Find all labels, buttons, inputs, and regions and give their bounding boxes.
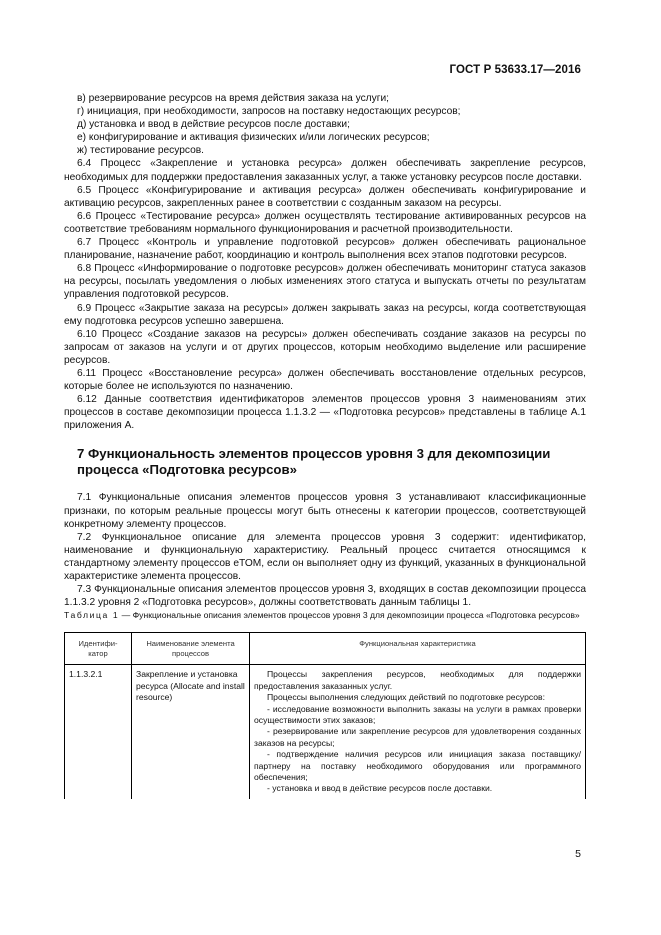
table-caption-text: — Функциональные описания элементов процессов уровня 3 для декомпозиции процесса «Подготовка ресурсов» — [119, 610, 580, 621]
list-item: ж) тестирование ресурсов. — [77, 145, 205, 157]
paragraph-6-6: 6.6 Процесс «Тестирование ресурса» должен осуществлять тестирование активированных ресурсов на соответствие требованиям нормального функционирования и расчетной производительности. — [64, 210, 586, 235]
paragraph-7-1: 7.1 Функциональные описания элементов процессов уровня 3 устанавливают классификационные признаки, по которым реальные процессы могут быть отнесены к категории процессов, соответствующей конкретному элементу процессов. — [64, 492, 586, 530]
paragraph-6-11: 6.11 Процесс «Восстановление ресурса» должен обеспечивать восстановление отдельных ресурсов, которые более не используются по назначению. — [64, 367, 586, 393]
header-functional-characteristic: Функциональная характеристика — [250, 633, 586, 665]
description-line: - установка и ввод в действие ресурсов после доставки. — [267, 783, 493, 794]
table-header-row — [65, 633, 586, 665]
table-caption — [64, 609, 586, 621]
table-row — [65, 665, 586, 799]
paragraph-6-8: 6.8 Процесс «Информирование о подготовке ресурсов» должен обеспечивать мониторинг статуса заказов на ресурсы, посылать уведомления о любых изменениях этого статуса и выпускать отчеты по результатам управления подготовкой ресурсов. — [64, 263, 586, 301]
paragraph-7-3: 7.3 Функциональные описания элементов процессов уровня 3, входящих в состав декомпозиции процесса 1.1.3.2 уровня 2 «Подготовка ресурсов», должны соответствовать данным таблицы 1. — [64, 584, 586, 609]
page-body — [64, 92, 586, 799]
list-item: в) резервирование ресурсов на время действия заказа на услуги; — [77, 93, 389, 104]
paragraph-6-5: 6.5 Процесс «Конфигурирование и активация ресурса» должен обеспечивать конфигурирование и активацию ресурсов, закрепленных ранее в соответствии с созданным заказом на ресурсы. — [64, 184, 586, 209]
process-table — [64, 632, 586, 798]
description-line: - исследование возможности выполнить заказы на услуги в рамках проверки осуществимости этих заказов; — [254, 703, 581, 725]
description-line: - резервирование или закрепление ресурсов для удовлетворения созданных заказов на ресурсы; — [254, 726, 581, 748]
paragraph-6-9: 6.9 Процесс «Закрытие заказа на ресурсы» должен закрывать заказ на ресурсы, когда соответствующая ему подготовка ресурсов успешно завершена. — [64, 302, 586, 327]
paragraph-7-2: 7.2 Функциональное описание для элемента процессов уровня 3 содержит: идентификатор, наименование и функциональную характеристику. Реальный процесс считается относящимся к стандартному элементу процессов еТОМ, если он выполняет одну из функций, указанных в функциональной характеристике элемента процессов. — [64, 531, 586, 582]
paragraph-6-10: 6.10 Процесс «Создание заказов на ресурсы» должен обеспечивать создание заказов на ресурсы по запросам от заказов на услуги и от других процессов, которым необходимо выделение или расширение ресурсов. — [64, 328, 586, 366]
description-line: Процессы выполнения следующих действий по подготовке ресурсов: — [267, 692, 545, 703]
paragraph-6-12: 6.12 Данные соответствия идентификаторов элементов процессов уровня 3 наименованиям этих процессов в составе декомпозиции процесса 1.1.3.2 — «Подготовка ресурсов» представлены в таблице А.1 приложения А. — [64, 394, 586, 432]
list-item: г) инициация, при необходимости, запросов на поставку недостающих ресурсов; — [77, 106, 461, 118]
resource-actions-list — [64, 92, 586, 157]
list-item: е) конфигурирование и активация физических и/или логических ресурсов; — [77, 132, 430, 144]
cell-element-name: Закрепление и установка ресурса (Allocate and install resource) — [132, 665, 250, 799]
description-line: - подтверждение наличия ресурсов или инициация заказа поставщику/партнеру на поставку необходимого оборудования или программного обеспечения; — [254, 749, 581, 782]
page-number: 5 — [575, 848, 581, 860]
description-line: Процессы закрепления ресурсов, необходимых для поддержки предоставления заказанных услуг. — [254, 669, 581, 691]
standard-header: ГОСТ Р 53633.17—2016 — [449, 64, 581, 76]
list-item: д) установка и ввод в действие ресурсов после доставки; — [77, 119, 350, 131]
header-element-name: Наименование элемента процессов — [132, 633, 250, 665]
header-identifier: Идентифи-катор — [65, 633, 132, 665]
cell-description — [250, 665, 586, 799]
paragraph-6-7: 6.7 Процесс «Контроль и управление подготовкой ресурсов» должен обеспечивать рациональное планирование, назначение работ, координацию и контроль выполнения всех этапов подготовки ресурсов. — [64, 237, 586, 262]
section-7-heading: 7 Функциональность элементов процессов уровня 3 для декомпозиции процесса «Подготовка ресурсов» — [77, 446, 551, 478]
table-caption-label: Таблица 1 — [64, 610, 120, 621]
cell-identifier: 1.1.3.2.1 — [65, 665, 132, 799]
paragraph-6-4: 6.4 Процесс «Закрепление и установка ресурса» должен обеспечивать закрепление ресурсов, необходимых для поддержки предоставления заказанных услуг, а также установку ресурсов после доставки. — [64, 158, 586, 183]
